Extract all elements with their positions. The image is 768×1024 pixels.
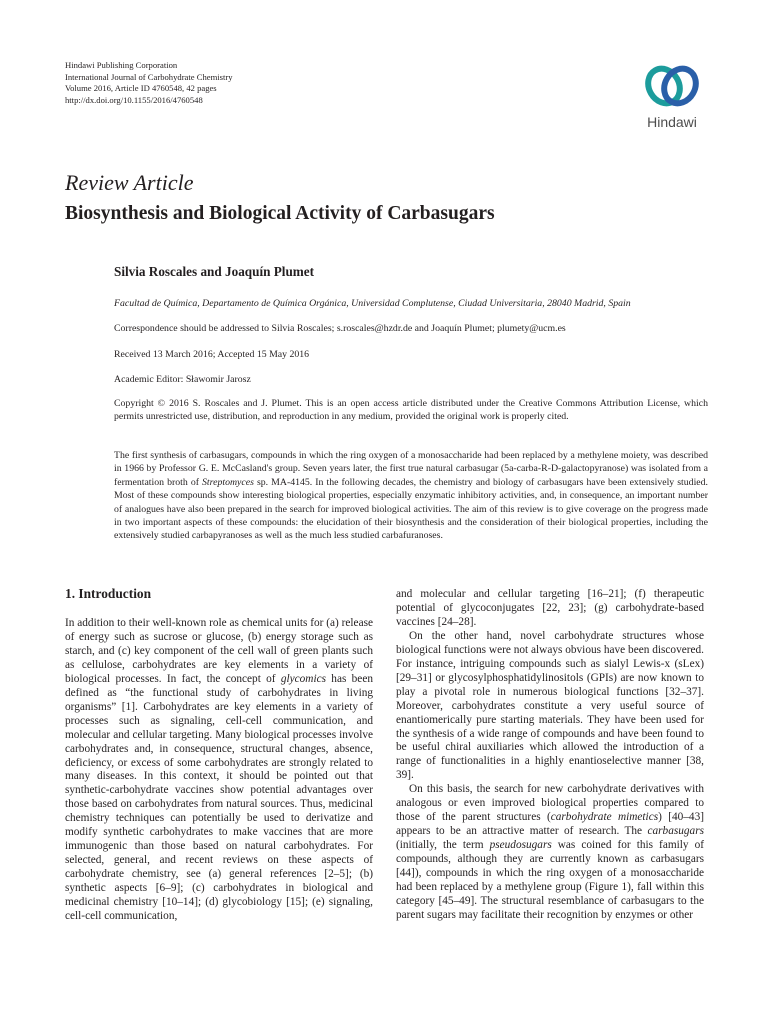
right-column bbox=[396, 588, 704, 923]
intro-text: In addition to their well-known role as chemical units for (a) release of energy such as sucrose or glucose, (b) energy storage such as starch, and (c) key component of the cell wall of green plants such as cellulose, carbohydrates are key elements in a variety of biological processes. In fact, the concept of bbox=[65, 617, 373, 685]
article-type: Review Article bbox=[65, 170, 194, 195]
doi-link[interactable]: http://dx.doi.org/10.1155/2016/4760548 bbox=[65, 94, 203, 105]
abstract-text-1: The first synthesis of carbasugars, compounds in which the ring oxygen of a monosaccharide had been replaced by a methylene moiety, was described in 1966 by Professor G. E. McCasland's group. Seven years later, the first true natural carbasugar (5a-carba-R-D-galactopyranose) was isolated from a fermentation broth of bbox=[114, 450, 708, 488]
intro-paragraph-3 bbox=[396, 783, 704, 923]
journal-header bbox=[65, 60, 365, 106]
intro-paragraph-1-continued: and molecular and cellular targeting [16–21]; (f) therapeutic potential of glycoconjugates [22, 23]; (g) carbohydrate-based vaccines [24–28]. bbox=[396, 588, 704, 628]
logo-wordmark: Hindawi bbox=[647, 114, 697, 130]
abstract bbox=[114, 449, 708, 543]
academic-editor: Academic Editor: Sławomir Jarosz bbox=[114, 374, 251, 385]
intro-text: was coined for this family of compounds, although they are currently known as carbasugars [44]), compounds in which the ring oxygen of a monosaccharide had been replaced by a methylene group (Figure 1), fall within this category [45–49]. The structural resemblance of carbasugars to the parent sugars may facilitate their recognition by enzymes or other bbox=[396, 839, 704, 921]
italic-term: carbohydrate mimetics bbox=[550, 811, 659, 824]
publisher-line: Hindawi Publishing Corporation bbox=[65, 60, 178, 70]
affiliation: Facultad de Química, Departamento de Química Orgánica, Universidad Complutense, Ciudad Universitaria, 28040 Madrid, Spain bbox=[114, 298, 631, 309]
intro-text: has been defined as “the functional study of carbohydrates in living organisms” [1]. Carbohydrates are key elements in a variety of processes such as signaling, cell-cell communication, and molecular and cellular targeting. Many biological processes involve carbohydrates and, in consequence, structural changes, absence, deficiency, or excess of some carbohydrates are strongly related to many diseases. In this context, it should be pointed out that synthetic-carbohydrate vaccines show potential advantages over those based on carbohydrates from natural sources. Thus, medicinal chemistry techniques can potentially be used to derivatize and modify synthetic carbohydrates to make vaccines that are more immunogenic than those based on natural carbohydrates. For selected, general, and recent reviews on these aspects of carbohydrate chemistry, see (a) general references [2–5]; (b) synthetic aspects [6–9]; (c) carbohydrates in biological and medicinal chemistry [10–14]; (d) glycobiology [15]; (e) signaling, cell-cell communication, bbox=[65, 672, 373, 923]
intro-text: On this basis, the search for new carbohydrate derivatives with analogous or even improved biological properties compared to those of the parent structures ( bbox=[396, 783, 704, 824]
correspondence: Correspondence should be addressed to Silvia Roscales; s.roscales@hzdr.de and Joaquín Plumet; plumety@ucm.es bbox=[114, 323, 566, 334]
section-heading-introduction: 1. Introduction bbox=[65, 586, 152, 601]
authors: Silvia Roscales and Joaquín Plumet bbox=[114, 264, 315, 279]
article-title: Biosynthesis and Biological Activity of Carbasugars bbox=[65, 203, 495, 224]
copyright-notice: Copyright © 2016 S. Roscales and J. Plumet. This is an open access article distributed under the Creative Commons Attribution License, which permits unrestricted use, distribution, and reproduction in any medium, provided the original work is properly cited. bbox=[114, 398, 708, 423]
left-column bbox=[65, 586, 373, 924]
volume-line: Volume 2016, Article ID 4760548, 42 pages bbox=[65, 83, 217, 93]
intro-text: ) [40–43] appears to be an attractive matter of research. The bbox=[396, 811, 704, 838]
italic-term: carbasugars bbox=[647, 825, 704, 838]
intro-paragraph-1 bbox=[65, 617, 373, 924]
intro-paragraph-2: On the other hand, novel carbohydrate structures whose biological functions were not always obvious have been discovered. For instance, intriguing compounds such as sialyl Lewis-x (sLex) [29–31] or glycosylphosphatidylinositols (GPIs) are now known to play a pivotal role in numerous biological functions [32–37]. Moreover, carbohydrates constitute a very useful source of enantiomerically pure starting materials. They have been used for the synthesis of a wide range of compounds and have been found to be useful chiral auxiliaries which allowed the introduction of a range of functionalities in a highly enantioselective manner [38, 39]. bbox=[396, 629, 704, 782]
abstract-italic-species: Streptomyces bbox=[202, 476, 254, 488]
abstract-text-2: sp. MA-4145. In the following decades, the chemistry and biology of carbasugars have been extensively studied. Most of these compounds show interesting biological properties, especially enzymatic inhibitory activities, and, in consequence, an important number of analogues have also been prepared in the search for improved biological activities. The aim of this review is to give coverage on the progress made in two important aspects of these compounds: the elucidation of their biosynthesis and the consideration of their biological properties, including the extensively studied carbapyranoses as well as the much less studied carbafuranoses. bbox=[114, 476, 708, 542]
received-dates: Received 13 March 2016; Accepted 15 May 2016 bbox=[114, 349, 310, 360]
glycomics-term: glycomics bbox=[280, 672, 327, 685]
intro-text: (initially, the term bbox=[396, 839, 490, 852]
hindawi-logo-icon bbox=[645, 60, 699, 110]
italic-term: pseudosugars bbox=[489, 839, 552, 852]
journal-line: International Journal of Carbohydrate Chemistry bbox=[65, 71, 233, 82]
hindawi-logo bbox=[636, 60, 708, 134]
